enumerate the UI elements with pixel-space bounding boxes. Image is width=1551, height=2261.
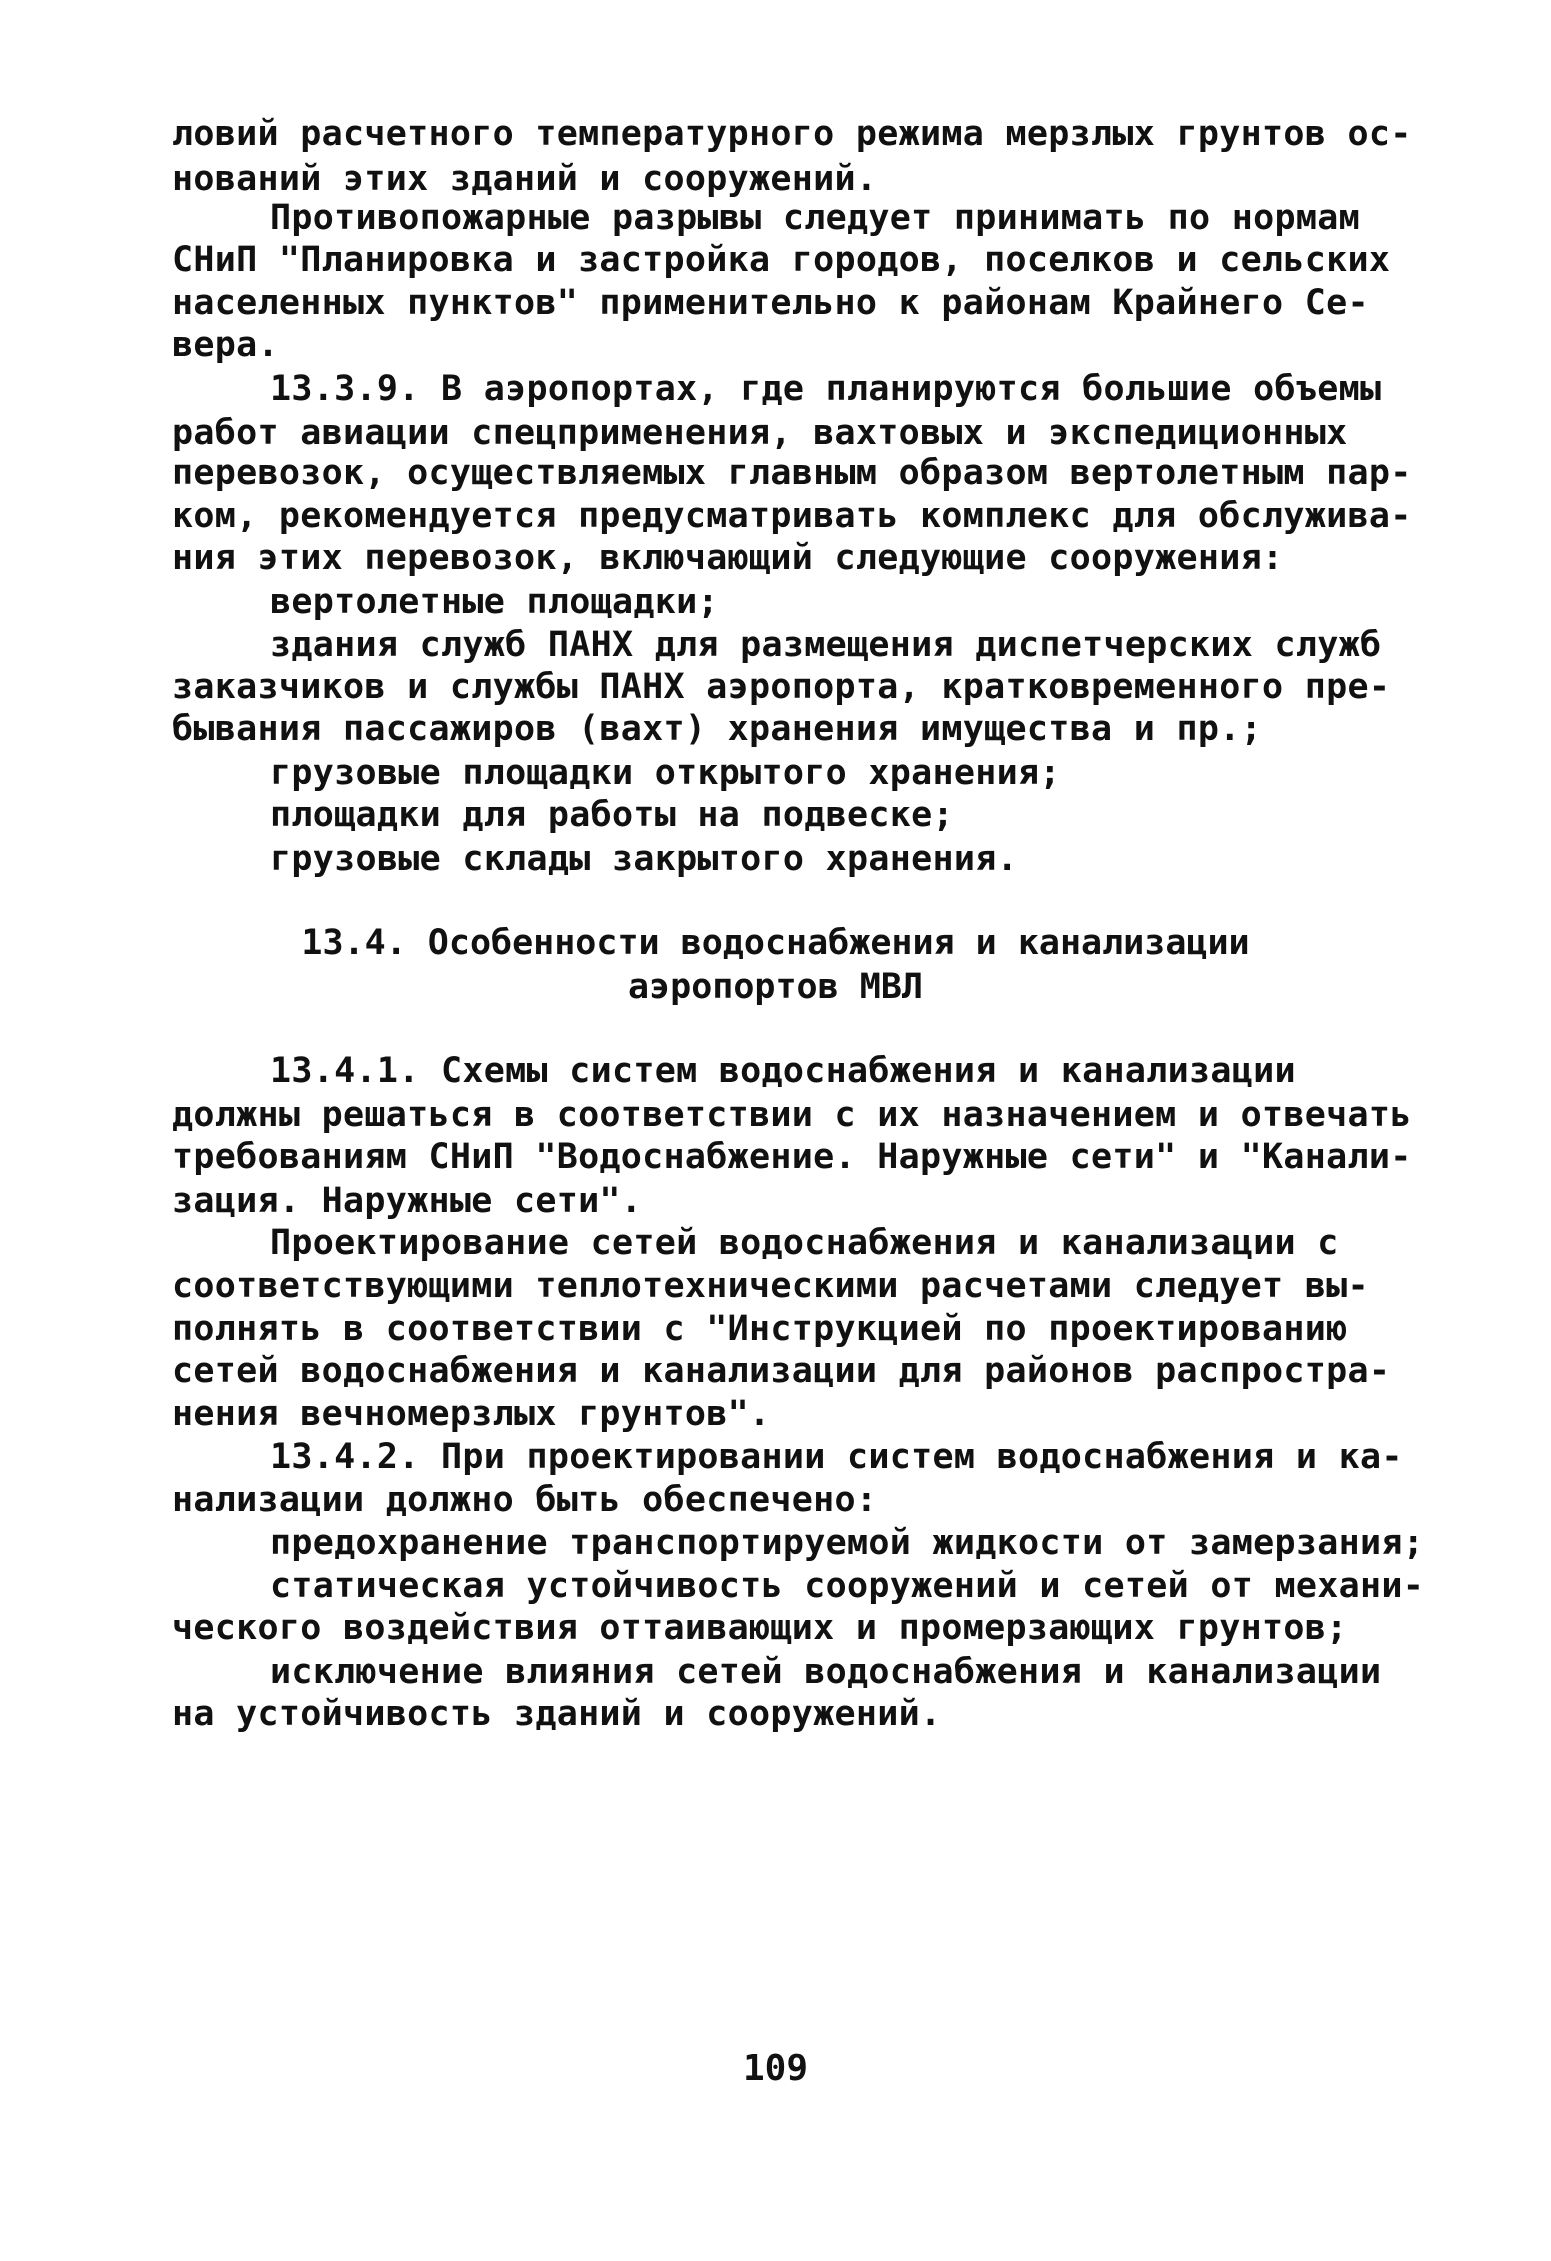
text-line: должны решаться в соответствии с их назначением и отвечать: [172, 1095, 1412, 1135]
list-item: грузовые склады закрытого хранения.: [270, 839, 1019, 879]
text-line: ловий расчетного температурного режима мерзлых грунтов ос-: [172, 114, 1412, 154]
list-item: предохранение транспортируемой жидкости от замерзания;: [270, 1523, 1425, 1563]
text-line: ния этих перевозок, включающий следующие сооружения:: [172, 538, 1284, 578]
text-line: полнять в соответствии с "Инструкцией по проектированию: [172, 1309, 1348, 1349]
text-line: работ авиации спецприменения, вахтовых и экспедиционных: [172, 413, 1348, 453]
page-number: 109: [742, 2048, 809, 2089]
list-item: заказчиков и службы ПАНХ аэропорта, кратковременного пре-: [172, 667, 1391, 707]
text-line: нения вечномерзлых грунтов".: [172, 1394, 771, 1434]
text-line: СНиП "Планировка и застройка городов, поселков и сельских: [172, 240, 1391, 280]
text-line: Противопожарные разрывы следует принимать по нормам: [270, 198, 1360, 238]
list-item: здания служб ПАНХ для размещения диспетчерских служб: [270, 625, 1382, 665]
text-line: сетей водоснабжения и канализации для районов распростра-: [172, 1351, 1391, 1391]
list-item: бывания пассажиров (вахт) хранения имущества и пр.;: [172, 709, 1262, 749]
list-item: статическая устойчивость сооружений и сетей от механи-: [270, 1566, 1425, 1606]
text-line: Проектирование сетей водоснабжения и канализации с: [270, 1223, 1339, 1263]
section-title: аэропортов МВЛ: [627, 967, 923, 1007]
text-line: ком, рекомендуется предусматривать комплекс для обслужива-: [172, 496, 1412, 536]
text-line: населенных пунктов" применительно к районам Крайнего Се-: [172, 283, 1369, 323]
text-line: 13.3.9. В аэропортах, где планируются большие объемы: [270, 369, 1382, 409]
text-line: зация. Наружные сети".: [172, 1181, 643, 1221]
text-line: требованиям СНиП "Водоснабжение. Наружные сети" и "Канали-: [172, 1137, 1412, 1177]
text-line: вера.: [172, 325, 279, 365]
text-line: перевозок, осуществляемых главным образом вертолетным пар-: [172, 453, 1412, 493]
list-item: грузовые площадки открытого хранения;: [270, 753, 1061, 793]
list-item: ческого воздействия оттаивающих и промерзающих грунтов;: [172, 1608, 1348, 1648]
list-item: исключение влияния сетей водоснабжения и канализации: [270, 1652, 1382, 1692]
section-title: 13.4. Особенности водоснабжения и канализации: [301, 923, 1250, 963]
text-line: соответствующими теплотехническими расчетами следует вы-: [172, 1266, 1369, 1306]
list-item: площадки для работы на подвеске;: [270, 795, 954, 835]
text-line: нований этих зданий и сооружений.: [172, 159, 878, 199]
text-line: 13.4.2. При проектировании систем водоснабжения и ка-: [270, 1437, 1403, 1477]
list-item: вертолетные площадки;: [270, 582, 719, 622]
list-item: на устойчивость зданий и сооружений.: [172, 1694, 942, 1734]
text-line: нализации должно быть обеспечено:: [172, 1480, 878, 1520]
text-line: 13.4.1. Схемы систем водоснабжения и канализации: [270, 1051, 1296, 1091]
